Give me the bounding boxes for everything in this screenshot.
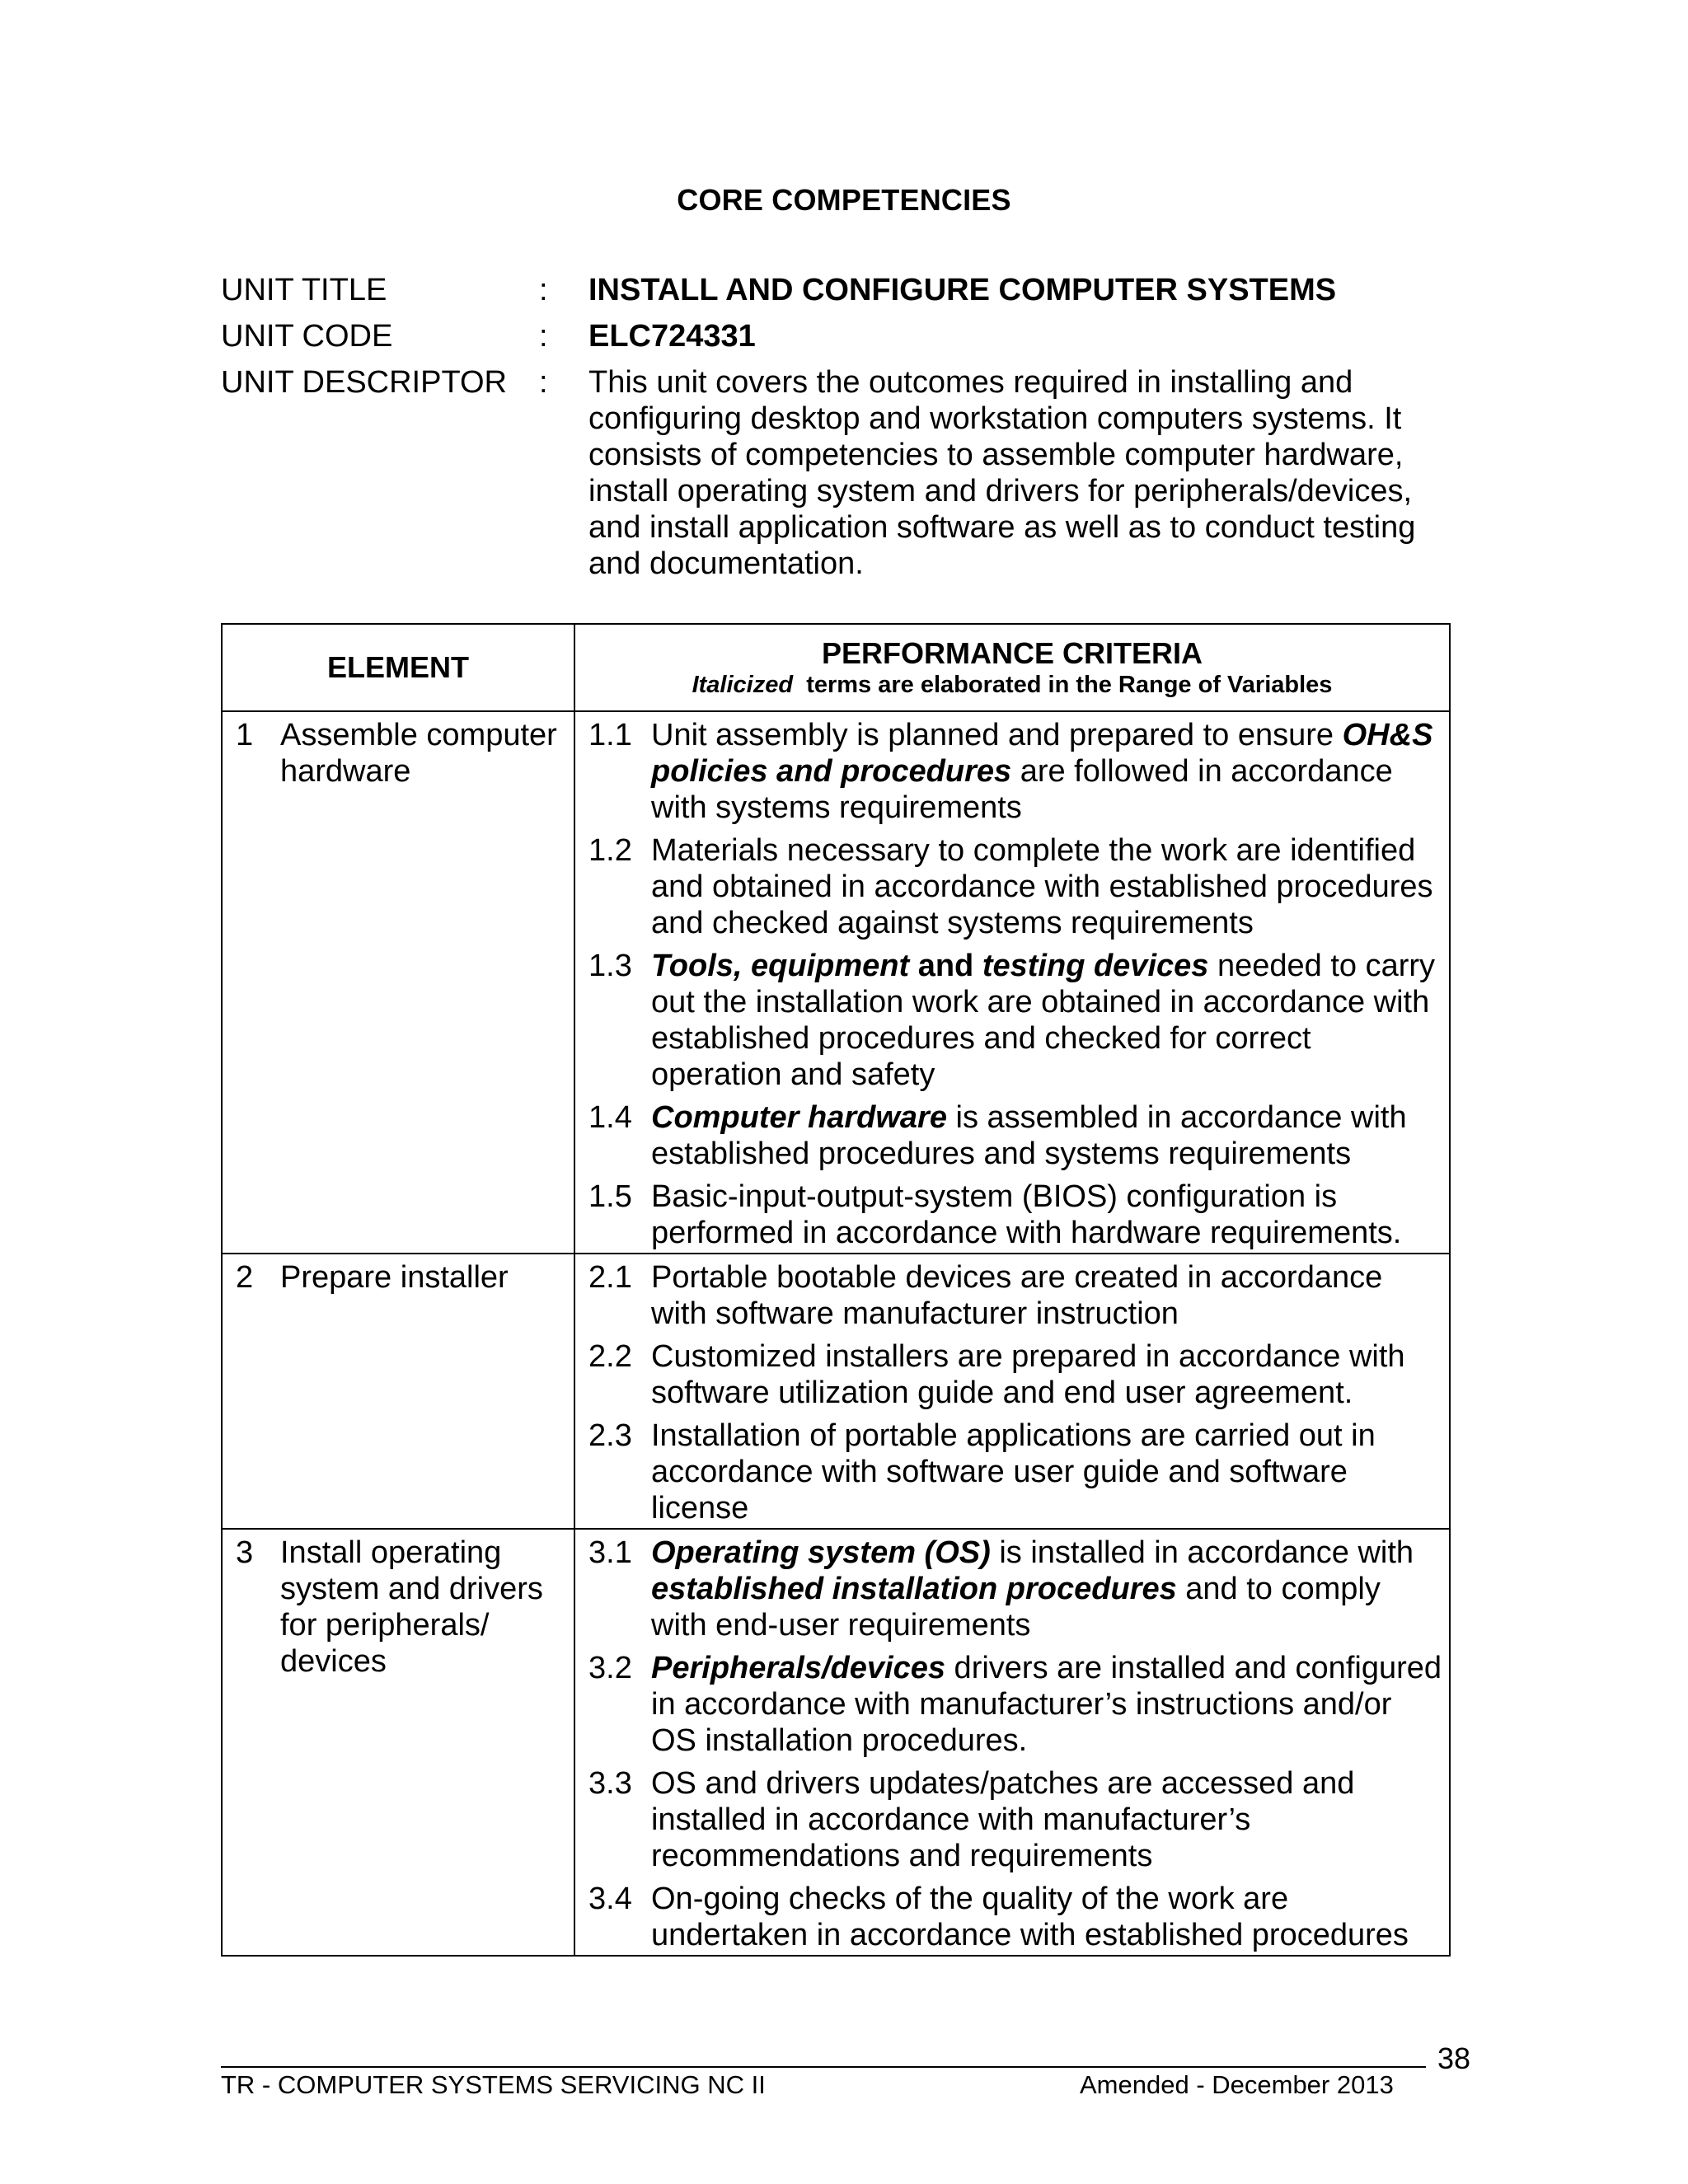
criteria-list	[575, 712, 1449, 1253]
table-row	[222, 1254, 1450, 1529]
element-label: Prepare installer	[280, 1260, 509, 1295]
table-row	[222, 711, 1450, 1254]
page-heading: CORE COMPETENCIES	[677, 183, 1011, 217]
criterion-item	[588, 1881, 1442, 1953]
criteria-header-note-text: terms are elaborated in the Range of Variables	[806, 672, 1333, 698]
criterion-number: 3.4	[588, 1882, 632, 1916]
criterion-text	[651, 717, 1442, 826]
criterion-item	[588, 832, 1442, 941]
criterion-text-segment: Installation of portable applications are carried out in accordance with software user guide and software license	[651, 1418, 1376, 1526]
criterion-item	[588, 1099, 1442, 1172]
criterion-text	[651, 832, 1442, 941]
criterion-text-segment: is assembled in accordance with established procedures and systems requirements	[651, 1100, 1407, 1171]
criterion-number: 3.2	[588, 1651, 632, 1685]
element-cell	[222, 711, 574, 1254]
criterion-text	[651, 1418, 1442, 1526]
criterion-text-segment: On-going checks of the quality of the work are undertaken in accordance with established procedures	[651, 1882, 1409, 1952]
criterion-item	[588, 948, 1442, 1093]
criterion-text-segment: Basic-input-output-system (BIOS) configuration is performed in accordance with hardware requirements.	[651, 1179, 1402, 1250]
unit-code-label: UNIT CODE	[221, 319, 393, 354]
unit-info	[221, 272, 1457, 592]
criterion-item	[588, 1259, 1442, 1332]
separator: :	[539, 365, 548, 400]
element-cell	[222, 1529, 574, 1956]
separator: :	[539, 319, 548, 354]
criterion-number: 3.1	[588, 1535, 632, 1570]
criteria-cell	[574, 711, 1450, 1254]
criterion-number: 1.5	[588, 1179, 632, 1214]
footer-document-title: TR - COMPUTER SYSTEMS SERVICING NC II	[221, 2070, 766, 2099]
element-entry	[223, 712, 574, 793]
criterion-item	[588, 1535, 1442, 1643]
element-entry	[223, 1254, 574, 1299]
criterion-item	[588, 717, 1442, 826]
range-variable-term: established installation procedures	[651, 1572, 1177, 1606]
criterion-text	[651, 1099, 1442, 1172]
criterion-text	[651, 1338, 1442, 1411]
element-number: 3	[236, 1535, 254, 1570]
range-variable-term: OH&S policies and procedures	[651, 718, 1433, 789]
criterion-text	[651, 948, 1442, 1093]
separator: :	[539, 273, 548, 307]
element-entry	[223, 1530, 574, 1683]
criterion-text	[651, 1881, 1442, 1953]
unit-title-row	[221, 272, 1457, 308]
criteria-column-header	[574, 624, 1450, 711]
criterion-number: 1.2	[588, 833, 632, 868]
table-header-row	[222, 624, 1450, 711]
footer-amended-date: Amended - December 2013	[1080, 2070, 1394, 2099]
criterion-text-segment: OS and drivers updates/patches are accessed and installed in accordance with manufacturer’s recommendations and requirements	[651, 1766, 1355, 1873]
criteria-header-note	[575, 671, 1449, 699]
criteria-header-title: PERFORMANCE CRITERIA	[821, 636, 1203, 670]
criterion-number: 1.4	[588, 1100, 632, 1135]
criterion-text-segment: Customized installers are prepared in accordance with software utilization guide and end user agreement.	[651, 1339, 1405, 1410]
criterion-text-segment: needed to carry out the installation work are obtained in accordance with established procedures and checked for correct operation and safety	[651, 949, 1436, 1092]
criterion-item	[588, 1418, 1442, 1526]
unit-descriptor-row	[221, 364, 1457, 582]
criterion-text-segment: and to comply with end-user requirements	[651, 1572, 1381, 1643]
range-variable-term: Computer hardware	[651, 1100, 947, 1135]
element-cell	[222, 1254, 574, 1529]
range-variable-term: Peripherals/devices	[651, 1651, 945, 1685]
element-label: Install operating system and drivers for peripherals/ devices	[280, 1535, 543, 1679]
criterion-item	[588, 1179, 1442, 1251]
criteria-cell	[574, 1254, 1450, 1529]
criterion-number: 2.1	[588, 1260, 632, 1295]
range-variable-term: Operating system (OS)	[651, 1535, 991, 1570]
element-label: Assemble computer hardware	[280, 718, 557, 789]
criterion-text-segment: is installed in accordance with	[990, 1535, 1414, 1570]
criterion-text	[651, 1765, 1442, 1874]
italicized-keyword: Italicized	[692, 672, 794, 698]
unit-descriptor-value: This unit covers the outcomes required in installing and configuring desktop and workstation computers systems. It consists of competencies to assemble computer hardware, install operating system and drivers for peripherals/devices, and install application software as well as to conduct testing and documentation.	[588, 365, 1416, 581]
unit-title-value: INSTALL AND CONFIGURE COMPUTER SYSTEMS	[588, 273, 1337, 307]
criterion-text	[651, 1179, 1442, 1251]
criterion-text	[651, 1259, 1442, 1332]
unit-code-row	[221, 318, 1457, 354]
criterion-text-segment: Materials necessary to complete the work are identified and obtained in accordance with established procedures and checked against systems requirements	[651, 833, 1433, 940]
criterion-item	[588, 1338, 1442, 1411]
page-number: 38	[1437, 2041, 1471, 2075]
unit-title-label: UNIT TITLE	[221, 273, 387, 307]
unit-descriptor-label: UNIT DESCRIPTOR	[221, 365, 507, 400]
criterion-text	[651, 1535, 1442, 1643]
element-number: 1	[236, 718, 254, 752]
criterion-text-segment: Portable bootable devices are created in accordance with software manufacturer instruction	[651, 1260, 1383, 1331]
criteria-list	[575, 1254, 1449, 1528]
criterion-number: 1.3	[588, 949, 632, 983]
bold-text: and	[909, 949, 982, 983]
range-variable-term: testing devices	[982, 949, 1209, 983]
criterion-number: 3.3	[588, 1766, 632, 1801]
criterion-text	[651, 1650, 1442, 1759]
criterion-text-segment: Unit assembly is planned and prepared to ensure	[651, 718, 1343, 752]
criteria-cell	[574, 1529, 1450, 1956]
criterion-text-segment: drivers are installed and configured in accordance with manufacturer’s instructions and/or OS installation procedures.	[651, 1651, 1442, 1758]
criterion-number: 2.2	[588, 1339, 632, 1374]
table-body	[222, 711, 1450, 1956]
element-number: 2	[236, 1260, 254, 1295]
criterion-number: 1.1	[588, 718, 632, 752]
range-variable-term: Tools, equipment	[651, 949, 910, 983]
criterion-text-segment: are followed in accordance with systems requirements	[651, 754, 1393, 825]
criteria-list	[575, 1530, 1449, 1955]
element-column-header: ELEMENT	[222, 624, 574, 711]
competency-table	[221, 623, 1451, 1957]
criterion-item	[588, 1650, 1442, 1759]
table-row	[222, 1529, 1450, 1956]
unit-code-value: ELC724331	[588, 319, 756, 354]
criterion-item	[588, 1765, 1442, 1874]
footer-rule	[221, 2066, 1426, 2068]
criterion-number: 2.3	[588, 1418, 632, 1453]
